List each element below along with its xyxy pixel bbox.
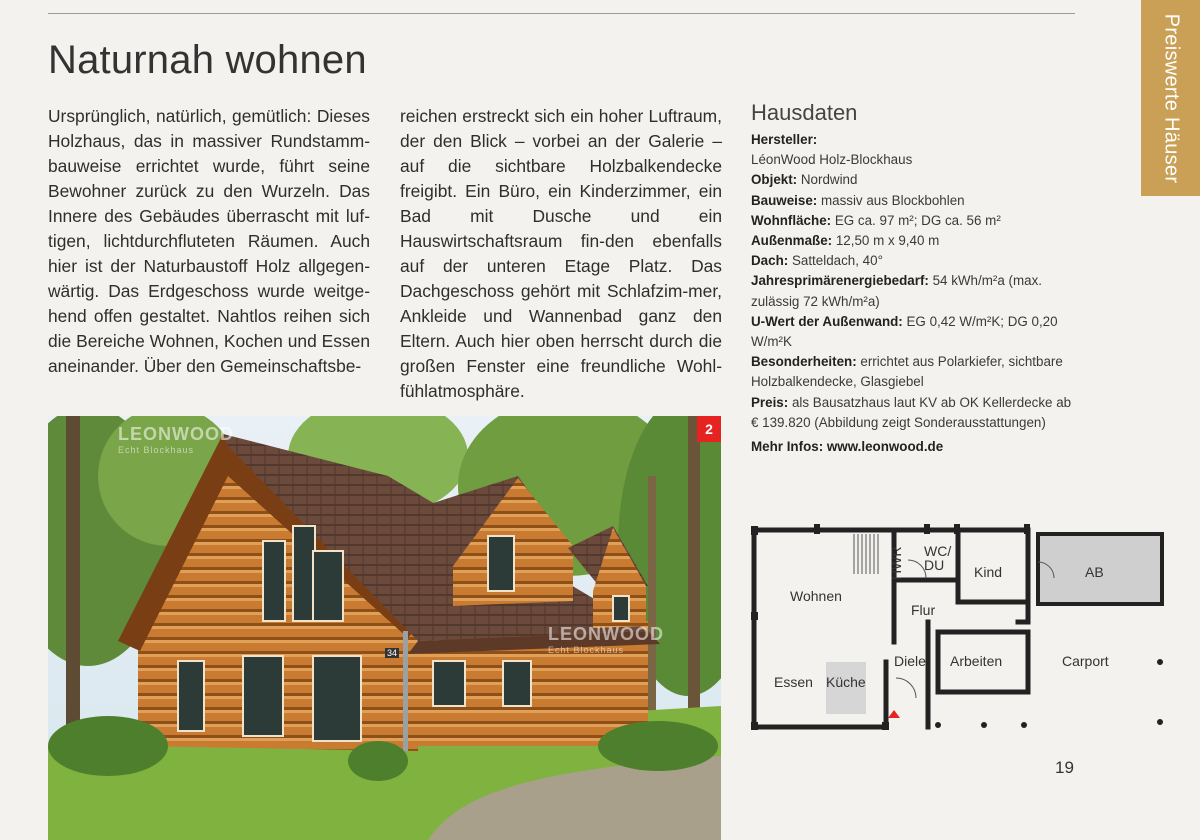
house-facts-box <box>751 100 1081 454</box>
fact-value: Satteldach, 40° <box>791 253 883 269</box>
fact-value: EG 0,42 W/m²K; DG 0,20 W/m²K <box>751 313 1058 350</box>
fact-hersteller <box>751 130 1081 170</box>
room-label: Carport <box>1062 653 1109 669</box>
fact-energie <box>751 271 1081 311</box>
room-label: WC/ DU <box>924 543 952 573</box>
room-label: Wohnen <box>790 588 842 604</box>
fact-besonderheiten <box>751 352 1081 392</box>
room-label: AB <box>1085 564 1104 580</box>
section-tab <box>1141 0 1200 196</box>
fact-dach <box>751 251 1081 271</box>
watermark-brand: LEONWOOD <box>548 624 664 644</box>
fact-label: Objekt: <box>751 172 798 188</box>
photo-watermark-mid <box>548 624 664 655</box>
facts-title: Hausdaten <box>751 100 858 125</box>
page-number: 19 <box>1055 758 1074 777</box>
room-label: Essen <box>774 674 813 690</box>
watermark-brand: LEONWOOD <box>118 424 234 444</box>
fact-label: Bauweise: <box>751 192 818 208</box>
fact-wohnflaeche <box>751 211 1081 231</box>
fact-value: EG ca. 97 m²; DG ca. 56 m² <box>834 212 1001 228</box>
fact-value: LéonWood Holz-Blockhaus <box>751 152 913 168</box>
fact-value: errichtet aus Polarkiefer, sichtbare Holzbalkendecke, Glasgiebel <box>751 354 1063 390</box>
fact-value: 12,50 m x 9,40 m <box>835 233 940 249</box>
fact-label: Besonderheiten: <box>751 354 857 370</box>
room-label: HWR <box>888 546 904 580</box>
photo-watermark-top <box>118 424 234 455</box>
floor-plan <box>748 522 1168 732</box>
fact-label: Wohnfläche: <box>751 212 832 228</box>
section-tab-label: Preiswerte Häuser <box>1160 13 1183 183</box>
floor-plan-drawing <box>748 522 1168 732</box>
room-label: Kind <box>974 564 1003 580</box>
fact-label: Dach: <box>751 253 789 269</box>
image-number-badge: 2 <box>697 416 721 442</box>
fact-label: Außenmaße: <box>751 233 833 249</box>
room-label: Arbeiten <box>950 653 1003 669</box>
fact-preis <box>751 393 1081 433</box>
body-text-column-2: reichen erstreckt sich ein hoher Luftraum, der den Blick – vorbei an der Galerie – auf die sichtbare Holzbalkendecke freigibt. Ein Büro, ein Kinderzimmer, ein Bad mit Dusche und ein Hauswirtschaftsraum fin-den ebenfalls auf der unteren Etage Platz. Das Dachgeschoss gehört mit Schlafzim-mer, Ankleide und Wannenbad ganz den Eltern. Auch hier oben herrscht durch die großen Fenster eine freundliche Wohl-fühlatmosphäre. <box>400 106 722 401</box>
fact-label: Jahresprimärenergiebedarf: <box>751 273 929 289</box>
fact-label: Hersteller: <box>751 132 818 147</box>
fact-label: U-Wert der Außenwand: <box>751 313 903 329</box>
house-photo <box>48 416 721 840</box>
fact-value: 54 kWh/m²a (max. zulässig 72 kWh/m²a) <box>751 273 1042 309</box>
watermark-tagline: Echt Blockhaus <box>548 645 625 655</box>
fact-objekt <box>751 170 1081 190</box>
fact-value: massiv aus Blockbohlen <box>820 192 965 208</box>
room-label: Küche <box>826 674 866 690</box>
article-headline: Naturnah wohnen <box>48 38 367 82</box>
fact-value: Nordwind <box>800 172 858 188</box>
fact-uwert <box>751 312 1081 352</box>
entrance-marker <box>888 710 900 718</box>
body-text-column-1: Ursprünglich, natürlich, gemütlich: Dieses Holzhaus, das in massiver Rundstamm-bauweise errichtet wurde, führt seine Bewohner zurück zu den Wurzeln. Das Innere des Gebäudes überrascht mit luf-tigen, lichtdurchfluteten Räumen. Auch hier ist der Naturbaustoff Holz allgegen-wärtig. Das Erdgeschoss wurde weitge-hend offen gestaltet. Nahtlos reihen sich die Bereiche Wohnen, Kochen und Essen aneinander. Über den Gemeinschaftsbe- <box>48 106 370 376</box>
room-label: Diele <box>894 653 926 669</box>
fact-label: Preis: <box>751 394 789 410</box>
more-info-link[interactable]: Mehr Infos: www.leonwood.de <box>751 439 944 455</box>
room-label: Flur <box>911 602 936 618</box>
watermark-tagline: Echt Blockhaus <box>118 445 195 455</box>
top-rule <box>48 13 1075 14</box>
fact-bauweise <box>751 191 1081 211</box>
fact-value: als Bausatzhaus laut KV ab OK Kellerdecke ab € 139.820 (Abbildung zeigt Sonderausstattungen) <box>751 394 1072 430</box>
house-number-plate: 34 <box>387 648 398 658</box>
fact-aussenmasse <box>751 231 1081 251</box>
